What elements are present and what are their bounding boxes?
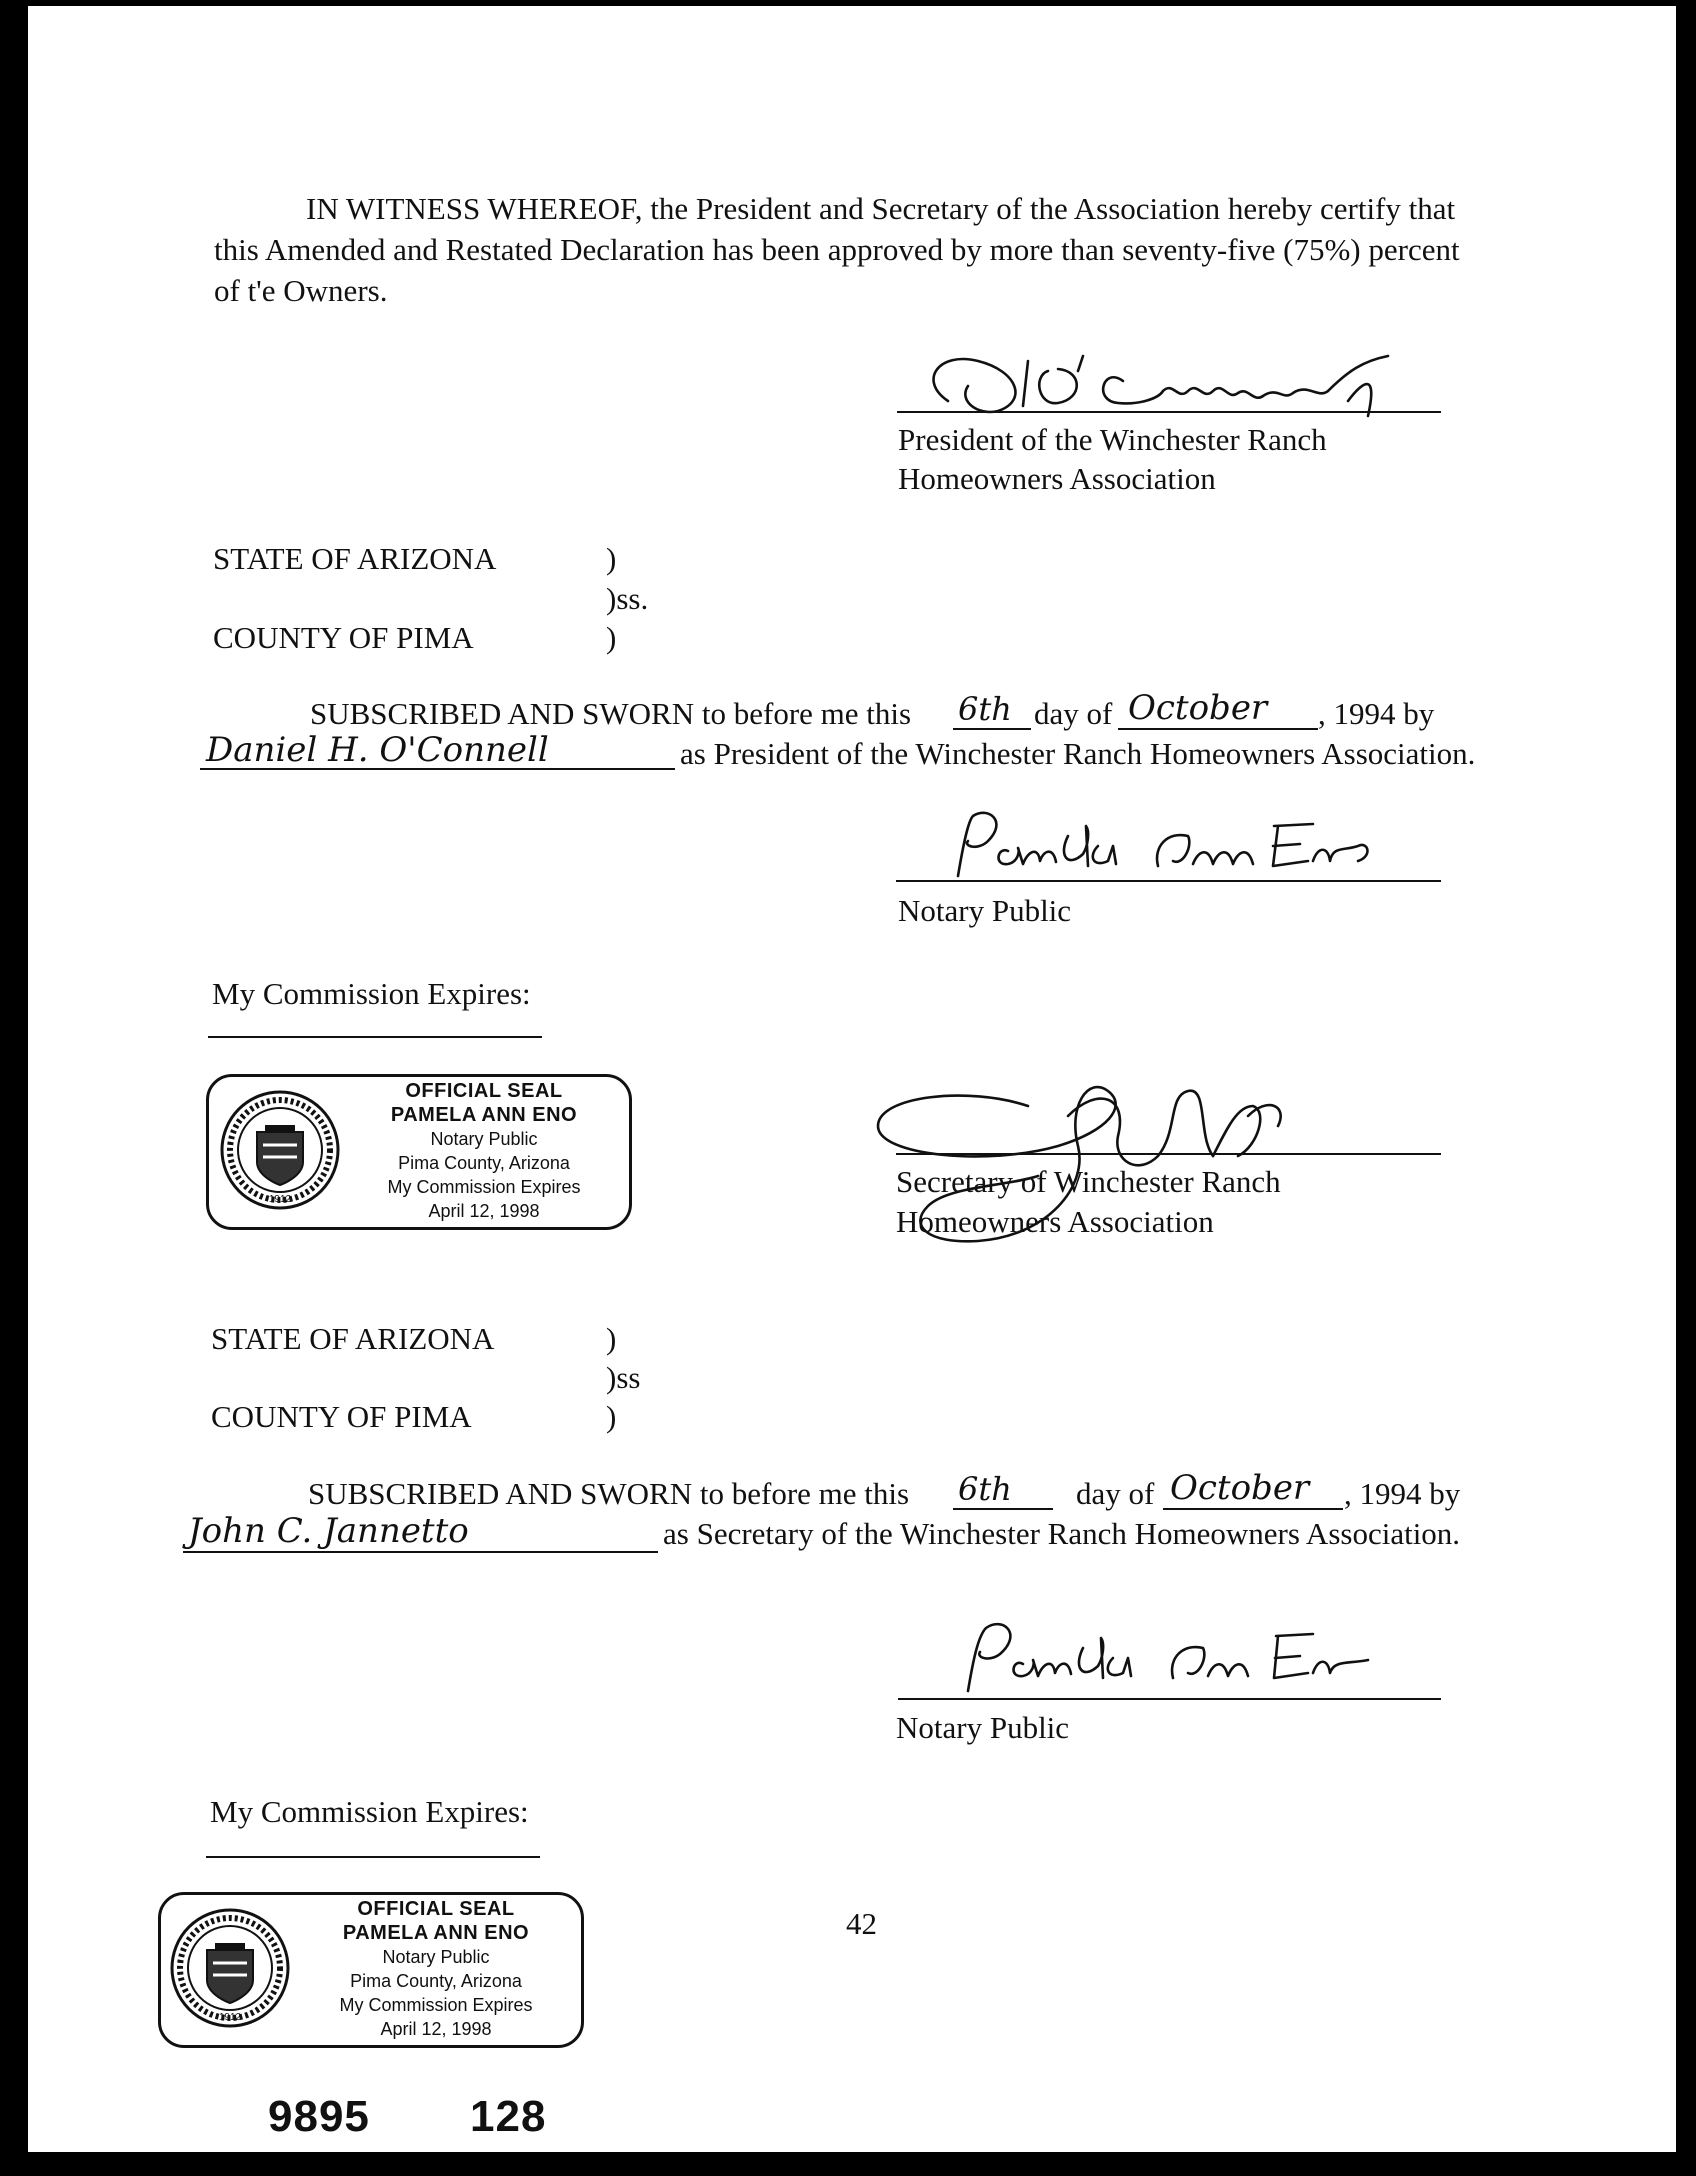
seal-expires-date-1: April 12, 1998 [428, 1201, 540, 1221]
svg-text:1912: 1912 [268, 1194, 292, 1205]
venue-paren-top-2: ) [606, 1321, 617, 1356]
notary-signature-2-name: Pamela Ann Eno [938, 1636, 947, 1637]
sworn-year-2: , 1994 by [1344, 1476, 1461, 1511]
secretary-signature-line [896, 1153, 1441, 1155]
seal-expires-label-2: My Commission Expires [339, 1995, 533, 2015]
notary-label-1: Notary Public [898, 893, 1072, 928]
official-seal-2 [158, 1892, 584, 2048]
notary-signature-1 [928, 806, 1448, 886]
witness-paragraph [214, 188, 1524, 311]
sworn-day-1: 6th [958, 690, 1012, 728]
sworn-month-1: October [1128, 688, 1268, 728]
sworn-name-2: John C. Jannetto [188, 1511, 469, 1551]
president-signature-name: D.H. O'Connell [908, 341, 916, 342]
notary-signature-line-1 [896, 880, 1441, 882]
sworn-role-2: as Secretary of the Winchester Ranch Homeowners Association. [663, 1516, 1461, 1551]
witness-line-3: of t'e Owners. [214, 273, 388, 308]
seal-title-2: OFFICIAL SEAL [357, 1898, 515, 1920]
president-signature [908, 341, 1438, 431]
page-number: 42 [846, 1906, 877, 1941]
seal-expires-date-2: April 12, 1998 [380, 2019, 492, 2039]
commission-label-1: My Commission Expires: [212, 976, 531, 1011]
witness-line-2: this Amended and Restated Declaration has been approved by more than seventy-five (75%) percent [214, 232, 1460, 267]
seal-role-1: Notary Public [430, 1129, 538, 1149]
docket-number: 9895 [268, 2092, 370, 2141]
seal-name-1: PAMELA ANN ENO [390, 1104, 578, 1126]
venue-paren-bottom-2: ) [606, 1399, 617, 1434]
venue-ss-1: )ss. [606, 581, 649, 616]
official-seal-1 [206, 1074, 632, 1230]
sworn-month-line-2 [1163, 1508, 1343, 1510]
president-title-line-1: President of the Winchester Ranch [898, 422, 1327, 457]
sworn-month-line-1 [1118, 728, 1318, 730]
seal-expires-label-1: My Commission Expires [387, 1177, 581, 1197]
county-label-1: COUNTY OF PIMA [213, 620, 474, 655]
witness-line-1: IN WITNESS WHEREOF, the President and Secretary of the Association hereby certify that [306, 191, 1456, 226]
sworn-day-line-1 [953, 728, 1031, 730]
seal-name-2: PAMELA ANN ENO [342, 1922, 530, 1944]
sworn-name-line-1 [200, 768, 675, 770]
docket-page: 128 [470, 2092, 547, 2141]
seal-county-2: Pima County, Arizona [350, 1971, 522, 1991]
sworn-dayof-2: day of [1076, 1476, 1155, 1511]
sworn-name-line-2 [183, 1551, 658, 1553]
seal-title-1: OFFICIAL SEAL [405, 1080, 563, 1102]
seal-county-1: Pima County, Arizona [398, 1153, 570, 1173]
seal-role-2: Notary Public [382, 1947, 490, 1967]
sworn-day-line-2 [953, 1508, 1053, 1510]
sworn-day-2: 6th [958, 1470, 1012, 1508]
notary-signature-line-2 [898, 1698, 1441, 1700]
sworn-lead-2: SUBSCRIBED AND SWORN to before me this [308, 1476, 910, 1511]
secretary-title-line-1: Secretary of Winchester Ranch [896, 1164, 1281, 1199]
notary-signature-1-name: Pamela Ann Eno [928, 826, 937, 827]
svg-text:1912: 1912 [218, 2012, 242, 2023]
commission-label-2: My Commission Expires: [210, 1794, 529, 1829]
state-label-2: STATE OF ARIZONA [211, 1321, 495, 1356]
sworn-role-1: as President of the Winchester Ranch Homeowners Association. [680, 736, 1476, 771]
commission-line-2 [206, 1856, 540, 1858]
sworn-month-2: October [1170, 1468, 1310, 1508]
sworn-name-1: Daniel H. O'Connell [206, 730, 549, 770]
sworn-dayof-1: day of [1034, 696, 1113, 731]
president-signature-line [897, 411, 1441, 413]
notary-label-2: Notary Public [896, 1710, 1070, 1745]
secretary-title-line-2: Homeowners Association [896, 1204, 1214, 1239]
sworn-year-1: , 1994 by [1318, 696, 1435, 731]
venue-paren-top-1: ) [606, 541, 617, 576]
document-page [28, 6, 1676, 2152]
notary-signature-2 [938, 1616, 1418, 1696]
sworn-lead-1: SUBSCRIBED AND SWORN to before me this [310, 696, 912, 731]
arizona-seal-emblem-2 [167, 1905, 293, 2031]
state-label-1: STATE OF ARIZONA [213, 541, 497, 576]
arizona-seal-emblem [217, 1087, 343, 1213]
venue-ss-2: )ss [606, 1360, 641, 1395]
venue-paren-bottom-1: ) [606, 620, 617, 655]
president-title-line-2: Homeowners Association [898, 461, 1216, 496]
county-label-2: COUNTY OF PIMA [211, 1399, 472, 1434]
commission-line-1 [208, 1036, 542, 1038]
